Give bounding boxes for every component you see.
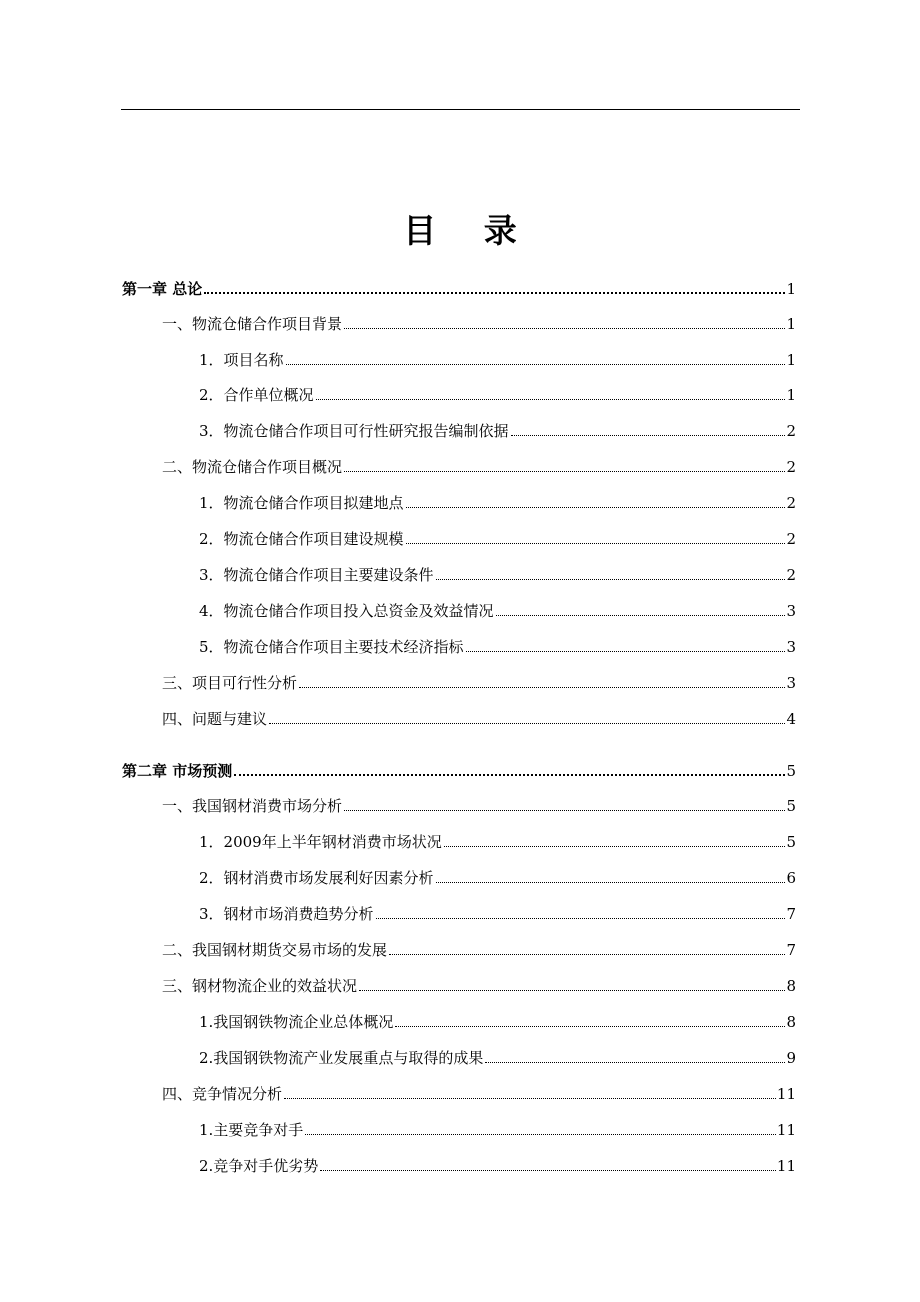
dot-leader xyxy=(299,687,785,688)
toc-entry-page-number: 2 xyxy=(786,566,796,584)
dot-leader xyxy=(466,651,786,652)
toc-entry-page-number: 2 xyxy=(786,494,796,512)
toc-entry-label: 4．物流仓储合作项目投入总资金及效益情况 xyxy=(199,602,494,620)
dot-leader xyxy=(389,954,785,955)
toc-entry[interactable] xyxy=(199,826,796,852)
toc-entry-label: 一、我国钢材消费市场分析 xyxy=(162,797,343,815)
toc-entry[interactable] xyxy=(162,790,796,816)
toc-entry-label: 第二章 市场预测 xyxy=(122,762,233,780)
dot-leader xyxy=(406,507,786,508)
toc-entry-page-number: 1 xyxy=(786,315,796,333)
toc-entry[interactable] xyxy=(162,308,796,334)
toc-chapter-entry[interactable] xyxy=(122,273,796,299)
dot-leader xyxy=(359,990,785,991)
toc-entry-label: 1.主要竞争对手 xyxy=(199,1121,304,1139)
toc-entry-page-number: 11 xyxy=(776,1157,796,1175)
toc-entry-label: 2．合作单位概况 xyxy=(199,386,314,404)
dot-leader xyxy=(344,328,785,329)
toc-entry-label: 5．物流仓储合作项目主要技术经济指标 xyxy=(199,638,464,656)
toc-entry[interactable] xyxy=(199,862,796,888)
dot-leader xyxy=(395,1026,785,1027)
dot-leader xyxy=(344,810,785,811)
toc-entry-label: 第一章 总论 xyxy=(122,280,203,298)
toc-entry[interactable] xyxy=(162,667,796,693)
toc-entry-page-number: 2 xyxy=(786,422,796,440)
dot-leader xyxy=(406,543,786,544)
toc-entry[interactable] xyxy=(199,523,796,549)
toc-entry-label: 二、我国钢材期货交易市场的发展 xyxy=(162,941,388,959)
toc-entry-page-number: 4 xyxy=(786,710,796,728)
toc-entry-page-number: 9 xyxy=(786,1049,796,1067)
dot-leader xyxy=(436,882,786,883)
toc-entry-label: 3．物流仓储合作项目主要建设条件 xyxy=(199,566,434,584)
toc-entry-page-number: 8 xyxy=(786,1013,796,1031)
toc-entry-page-number: 5 xyxy=(786,833,796,851)
dot-leader xyxy=(305,1134,776,1135)
toc-entry-page-number: 5 xyxy=(786,762,796,780)
toc-chapter-entry[interactable] xyxy=(122,755,796,781)
toc-entry-page-number: 1 xyxy=(786,280,796,298)
toc-entry[interactable] xyxy=(199,487,796,513)
toc-entry-page-number: 3 xyxy=(786,674,796,692)
toc-entry-label: 四、问题与建议 xyxy=(162,710,268,728)
toc-entry[interactable] xyxy=(199,1042,796,1068)
toc-entry-page-number: 1 xyxy=(786,351,796,369)
toc-entry-page-number: 5 xyxy=(786,797,796,815)
toc-entry-page-number: 2 xyxy=(786,530,796,548)
toc-entry-label: 三、钢材物流企业的效益状况 xyxy=(162,977,358,995)
dot-leader xyxy=(204,292,785,294)
dot-leader xyxy=(234,774,785,776)
toc-entry-label: 2.我国钢铁物流产业发展重点与取得的成果 xyxy=(199,1049,484,1067)
toc-entry[interactable] xyxy=(199,631,796,657)
toc-entry[interactable] xyxy=(162,1078,796,1104)
toc-entry[interactable] xyxy=(199,1006,796,1032)
toc-entry-label: 一、物流仓储合作项目背景 xyxy=(162,315,343,333)
dot-leader xyxy=(496,615,786,616)
dot-leader xyxy=(436,579,786,580)
toc-entry-label: 二、物流仓储合作项目概况 xyxy=(162,458,343,476)
dot-leader xyxy=(376,918,786,919)
toc-entry-label: 1．项目名称 xyxy=(199,351,284,369)
dot-leader xyxy=(316,399,786,400)
toc-entry-label: 1.我国钢铁物流企业总体概况 xyxy=(199,1013,394,1031)
dot-leader xyxy=(320,1170,776,1171)
toc-entry[interactable] xyxy=(199,379,796,405)
dot-leader xyxy=(344,471,785,472)
dot-leader xyxy=(485,1062,785,1063)
toc-entry[interactable] xyxy=(162,703,796,729)
toc-entry[interactable] xyxy=(199,559,796,585)
dot-leader xyxy=(284,1098,776,1099)
toc-entry[interactable] xyxy=(162,970,796,996)
toc-entry-label: 四、竞争情况分析 xyxy=(162,1085,283,1103)
toc-entry[interactable] xyxy=(199,1150,796,1176)
toc-entry[interactable] xyxy=(199,898,796,924)
toc-entry-label: 3．钢材市场消费趋势分析 xyxy=(199,905,374,923)
toc-entry-page-number: 3 xyxy=(786,602,796,620)
toc-entry[interactable] xyxy=(162,451,796,477)
dot-leader xyxy=(444,846,786,847)
toc-entry-label: 2．物流仓储合作项目建设规模 xyxy=(199,530,404,548)
dot-leader xyxy=(286,364,786,365)
dot-leader xyxy=(511,435,786,436)
toc-entry-label: 1．物流仓储合作项目拟建地点 xyxy=(199,494,404,512)
toc-entry-label: 3．物流仓储合作项目可行性研究报告编制依据 xyxy=(199,422,509,440)
page-title: 目 录 xyxy=(403,211,535,250)
toc-entry[interactable] xyxy=(199,344,796,370)
toc-entry-page-number: 3 xyxy=(786,638,796,656)
toc-entry[interactable] xyxy=(199,1114,796,1140)
toc-entry-page-number: 7 xyxy=(786,941,796,959)
toc-entry-page-number: 6 xyxy=(786,869,796,887)
toc-entry[interactable] xyxy=(199,595,796,621)
toc-entry-label: 2．钢材消费市场发展利好因素分析 xyxy=(199,869,434,887)
toc-entry-page-number: 8 xyxy=(786,977,796,995)
toc-entry[interactable] xyxy=(199,415,796,441)
toc-entry-page-number: 2 xyxy=(786,458,796,476)
dot-leader xyxy=(269,723,785,724)
toc-entry-label: 2.竞争对手优劣势 xyxy=(199,1157,319,1175)
toc-entry-page-number: 11 xyxy=(776,1121,796,1139)
toc-entry-label: 1．2009年上半年钢材消费市场状况 xyxy=(199,833,442,851)
toc-entry-page-number: 7 xyxy=(786,905,796,923)
toc-entry-label: 三、项目可行性分析 xyxy=(162,674,298,692)
toc-entry-page-number: 11 xyxy=(776,1085,796,1103)
toc-entry-page-number: 1 xyxy=(786,386,796,404)
toc-entry[interactable] xyxy=(162,934,796,960)
